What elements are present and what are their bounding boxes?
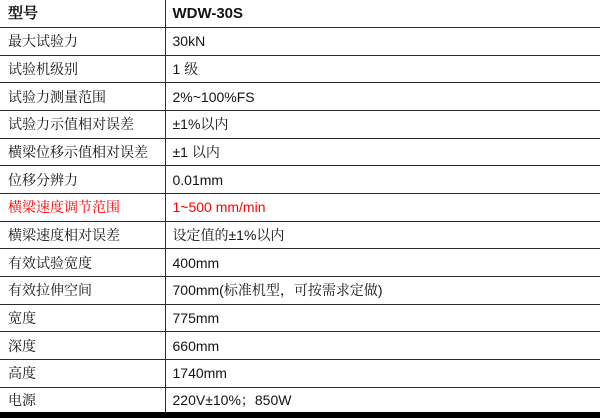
spec-value: WDW-30S: [165, 0, 600, 28]
spec-value: ±1 以内: [165, 138, 600, 166]
spec-value: ±1%以内: [165, 111, 600, 139]
table-row: [0, 194, 600, 222]
spec-value: 700mm(标准机型，可按需求定做): [165, 277, 600, 305]
spec-value: 775mm: [165, 304, 600, 332]
table-row: [0, 221, 600, 249]
spec-label: 有效拉伸空间: [0, 277, 165, 305]
table-row: [0, 0, 600, 28]
spec-value: 1740mm: [165, 360, 600, 388]
spec-label: 试验机级别: [0, 55, 165, 83]
spec-label: 位移分辨力: [0, 166, 165, 194]
spec-label: 电源: [0, 387, 165, 415]
table-row: [0, 360, 600, 388]
spec-value: 400mm: [165, 249, 600, 277]
table-row: [0, 83, 600, 111]
table-row: [0, 277, 600, 305]
table-row: [0, 28, 600, 56]
spec-label: 试验力测量范围: [0, 83, 165, 111]
spec-value: 660mm: [165, 332, 600, 360]
spec-value: 0.01mm: [165, 166, 600, 194]
table-row: [0, 138, 600, 166]
spec-label: 型号: [0, 0, 165, 28]
spec-label: 横梁速度相对误差: [0, 221, 165, 249]
spec-value: 220V±10%；850W: [165, 387, 600, 415]
spec-label: 深度: [0, 332, 165, 360]
table-row: [0, 304, 600, 332]
spec-value: 30kN: [165, 28, 600, 56]
table-row: [0, 249, 600, 277]
spec-label: 宽度: [0, 304, 165, 332]
spec-label: 最大试验力: [0, 28, 165, 56]
spec-label: 高度: [0, 360, 165, 388]
spec-value: 2%~100%FS: [165, 83, 600, 111]
table-row: [0, 166, 600, 194]
table-row: [0, 387, 600, 415]
table-row: [0, 332, 600, 360]
spec-value: 1 级: [165, 55, 600, 83]
table-row: [0, 55, 600, 83]
table-row: [0, 111, 600, 139]
spec-label: 有效试验宽度: [0, 249, 165, 277]
spec-value: 1~500 mm/min: [165, 194, 600, 222]
spec-label: 横梁位移示值相对误差: [0, 138, 165, 166]
spec-value: 设定值的±1%以内: [165, 221, 600, 249]
spec-label: 横梁速度调节范围: [0, 194, 165, 222]
spec-label: 试验力示值相对误差: [0, 111, 165, 139]
